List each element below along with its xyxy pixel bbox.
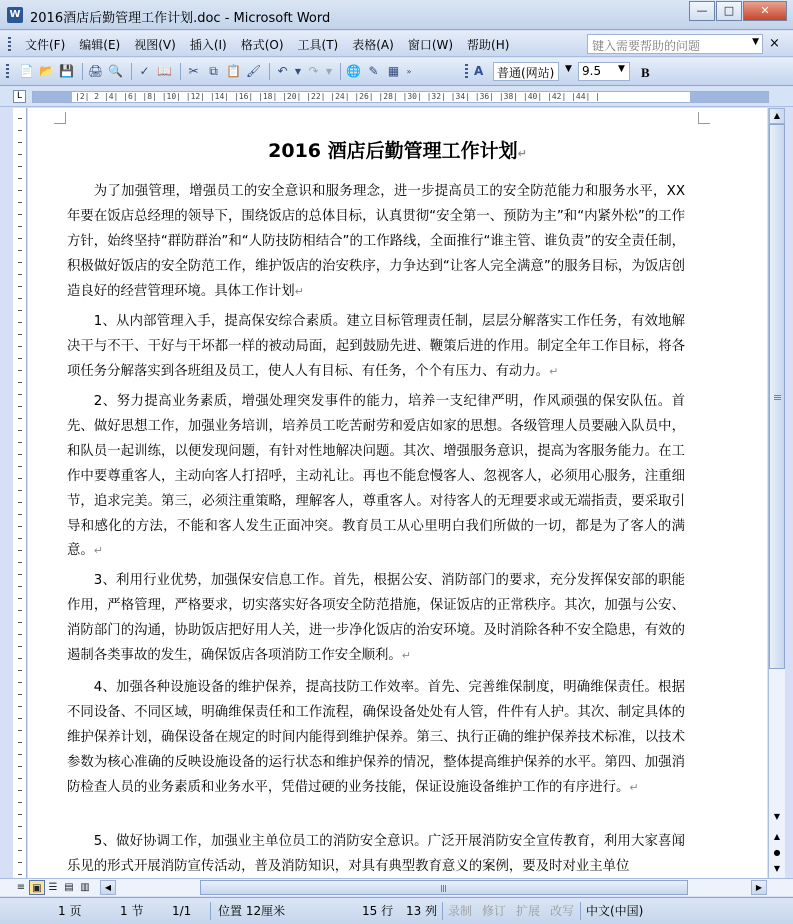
- outline-view-icon[interactable]: ▤: [64, 882, 74, 893]
- status-extend[interactable]: 扩展: [516, 904, 541, 918]
- status-language: 中文(中国): [586, 904, 644, 918]
- tab-selector-icon[interactable]: L: [13, 90, 26, 103]
- paragraph-text[interactable]: 1、从内部管理入手，提高保安综合素质。建立目标管理责任制，层层分解落实工作任务，有效地解决干与不干、干好与干坏都一样的被动局面，起到鼓励先进、鞭策后进的作用。制定全年工作目标，将各项任务分解落实到各班组及员工，使人人有目标、有任务，个个有压力、有动力。: [67, 314, 685, 379]
- reading-layout-view-icon[interactable]: ▥: [80, 882, 90, 893]
- paragraph-text[interactable]: 2、努力提高业务素质，增强处理突发事件的能力，培养一支纪律严明，作风顽强的保安队伍。首先、做好思想工作，加强业务培训，培养员工吃苦耐劳和爱店如家的思想。各级管理人员要融入队员中，和队员一起训练，以便发现问题，有针对性地解决问题。其次、增强服务意识，提高为客服务能力。在工作中要尊重客人，主动向客人打招呼，主动礼让。再也不能怠慢客人、忽视客人，必须用心服务，注重细节，追求完美。第三，必须注重策略，理解客人，尊重客人。对待客人的无理要求或无端指责，要采取引导和感化的方法，不能和客人发生正面冲突。教育员工从心里明白我们所做的一切，都是为了客人的满意。: [67, 394, 685, 559]
- styles-formatting-icon[interactable]: A: [474, 64, 484, 78]
- toolbar-separator: [131, 63, 132, 80]
- ruler-tick: [18, 778, 22, 779]
- title-bar: [0, 0, 793, 30]
- ruler-tick: [18, 334, 22, 335]
- scroll-grip-icon: [774, 395, 781, 401]
- toolbar-grip-icon[interactable]: [6, 64, 9, 80]
- chevron-down-icon[interactable]: ▼: [752, 37, 759, 47]
- chevron-down-icon[interactable]: ▼: [565, 64, 572, 74]
- paragraph-text[interactable]: 5、做好协调工作，加强业主单位员工的消防安全意识。广泛开展消防安全宣传教育，利用大家喜闻乐见的形式开展消防宣传活动，普及消防知识，对具有典型教育意义的案例，要及时对业主单位: [67, 834, 685, 874]
- ruler-tick: [18, 382, 22, 383]
- font-size-select[interactable]: 9.5: [578, 62, 630, 81]
- paragraph-mark-icon: ↵: [294, 284, 304, 298]
- word-app-icon[interactable]: W: [7, 7, 23, 23]
- research-icon[interactable]: 📖: [157, 64, 172, 78]
- paragraph-mark-icon: ↵: [517, 147, 527, 160]
- ruler-tick: [18, 262, 22, 263]
- ruler-tick: [18, 790, 22, 791]
- undo-icon[interactable]: ↶: [277, 64, 288, 78]
- status-page-of: 1/1: [172, 904, 192, 918]
- ruler-tick: [18, 130, 22, 131]
- ruler-tick: [18, 478, 22, 479]
- menu-bar: [0, 31, 793, 57]
- ruler-tick: [18, 418, 22, 419]
- toolbar-separator: [82, 63, 83, 80]
- ruler-tick: [18, 166, 22, 167]
- status-position: 位置 12厘米: [218, 904, 286, 918]
- ruler-tick: [18, 634, 22, 635]
- toolbar-separator: [269, 63, 270, 80]
- ruler-tick: [18, 862, 22, 863]
- status-column: 13 列: [406, 904, 438, 918]
- menu-item[interactable]: 视图(V): [134, 38, 176, 52]
- ruler-tick: [18, 586, 22, 587]
- menu-item[interactable]: 帮助(H): [467, 38, 510, 52]
- ruler-tick: [18, 766, 22, 767]
- vertical-scrollbar[interactable]: [768, 108, 785, 878]
- ruler-tick: [18, 718, 22, 719]
- next-page-button[interactable]: ▼: [773, 864, 781, 873]
- ruler-tick: [18, 502, 22, 503]
- ruler-tick: [18, 550, 22, 551]
- document-page[interactable]: [28, 108, 767, 878]
- ruler-tick: [18, 874, 22, 875]
- help-search-box[interactable]: [587, 34, 763, 54]
- hyperlink-icon[interactable]: 🌐: [346, 64, 361, 78]
- print-layout-view-icon[interactable]: ☰: [48, 882, 58, 893]
- window-controls: [688, 1, 787, 21]
- paragraph[interactable]: [67, 676, 685, 801]
- document-title[interactable]: [28, 136, 767, 163]
- ruler-tick: [18, 142, 22, 143]
- ruler-tick: [18, 838, 22, 839]
- status-record[interactable]: 录制: [448, 904, 473, 918]
- paragraph-text[interactable]: 4、加强各种设施设备的维护保养，提高技防工作效率。首先、完善维保制度，明确维保责任。根据不同设备、不同区域，明确维保责任和工作流程，确保设备处处有人管，件件有人护。其次、制定具体的维护保养计划，确保设备在规定的时间内能得到维护保养。第三、执行正确的维护保养技术标准，以技术参数为核心准确的反映设施设备的运行状态和维护保养的情况，整体提高维护保养的水平。第四、加强消防检查人员的业务素质和业务水平，凭借过硬的业务技能，保证设施设备维护工作的有序进行。: [67, 680, 685, 795]
- vertical-scroll-thumb[interactable]: [769, 124, 785, 669]
- ruler-tick: [18, 274, 22, 275]
- ruler-tick: [18, 406, 22, 407]
- paste-icon[interactable]: 📋: [226, 64, 241, 78]
- ruler-tick: [18, 646, 22, 647]
- ruler-tick: [18, 226, 22, 227]
- save-icon[interactable]: 💾: [59, 64, 74, 78]
- ruler-tick: [18, 358, 22, 359]
- ruler-tick: [18, 154, 22, 155]
- ruler-tick: [18, 250, 22, 251]
- paragraph-text[interactable]: 为了加强管理，增强员工的安全意识和服务理念，进一步提高员工的安全防范能力和服务水平，XX年要在饭店总经理的领导下，围绕饭店的总体目标，认真贯彻“安全第一、预防为主”和“内紧外松”的工作方针，始终坚持“群防群治”和“人防技防相结合”的工作路线，全面推行“谁主管、谁负责”的安全责任制，积极做好饭店的安全防范工作，维护饭店的治安秩序，力争达到“让客人完全满意”的服务目标，为饭店创造良好的经营管理环境。具体工作计划: [67, 184, 685, 299]
- ruler-tick: [18, 802, 22, 803]
- horizontal-scroll-thumb[interactable]: [200, 880, 688, 895]
- formatting-grip-icon[interactable]: [465, 64, 468, 80]
- minimize-button[interactable]: —: [689, 1, 715, 21]
- ruler-tick: [18, 658, 22, 659]
- scroll-down-button[interactable]: ▼: [773, 812, 781, 821]
- status-bar: [0, 897, 793, 924]
- menu-item[interactable]: 文件(F): [25, 38, 66, 52]
- ruler-tick: [18, 322, 22, 323]
- paragraph[interactable]: [67, 569, 685, 669]
- spelling-icon[interactable]: ✓: [139, 64, 150, 78]
- menu-item[interactable]: 格式(O): [240, 38, 284, 52]
- print-preview-icon[interactable]: 🔍: [108, 64, 123, 78]
- ruler-tick: [18, 298, 22, 299]
- ruler-tick: [18, 178, 22, 179]
- close-document-button[interactable]: ×: [769, 36, 780, 51]
- toolbar-separator: [180, 63, 181, 80]
- status-separator: [442, 902, 443, 920]
- document-title-text[interactable]: 2016 酒店后勤管理工作计划: [268, 140, 518, 162]
- margin-corner-mark: [54, 112, 66, 124]
- status-line: 15 行: [362, 904, 394, 918]
- help-search-placeholder: 键入需要帮助的问题: [592, 39, 701, 53]
- paragraph-mark-icon: ↵: [401, 648, 411, 662]
- ruler-tick: [18, 214, 22, 215]
- ruler-tick: [18, 346, 22, 347]
- bold-button[interactable]: B: [641, 65, 650, 80]
- paragraph[interactable]: [67, 180, 685, 305]
- paragraph[interactable]: [67, 390, 685, 564]
- status-page: 1 页: [58, 904, 82, 918]
- menu-item[interactable]: 窗口(W): [407, 38, 454, 52]
- ruler-tick: [18, 742, 22, 743]
- undo-dropdown-icon[interactable]: ▼: [294, 67, 302, 76]
- ruler-tick: [18, 754, 22, 755]
- ruler-tick: [18, 370, 22, 371]
- ruler-tick: [18, 610, 22, 611]
- ruler-tick: [18, 670, 22, 671]
- ruler-tick: [18, 826, 22, 827]
- ruler-tick: [18, 850, 22, 851]
- style-select[interactable]: 普通(网站): [493, 62, 559, 81]
- redo-dropdown-icon[interactable]: ▼: [325, 67, 333, 76]
- print-icon[interactable]: 🖨: [87, 64, 104, 78]
- standard-toolbar: [0, 58, 793, 86]
- paragraph-mark-icon: ↵: [549, 364, 559, 378]
- paragraph-text[interactable]: 3、利用行业优势，加强保安信息工作。首先，根据公安、消防部门的要求，充分发挥保安部的职能作用，严格管理，严格要求，切实落实好各项安全防范措施，保证饭店的正常秩序。其次，加强与公安、消防部门的沟通，协助饭店把好用人关，进一步净化饭店的治安环境。及时消除各种不安全隐患，有效的遏制各类事故的发生，确保饭店各项消防工作安全顺利。: [67, 573, 685, 663]
- horizontal-ruler[interactable]: [0, 87, 793, 107]
- ruler-tick: [18, 190, 22, 191]
- ruler-tick: [18, 682, 22, 683]
- menu-item[interactable]: 编辑(E): [79, 38, 121, 52]
- menu-items: [25, 36, 523, 53]
- window-title: 2016酒店后勤管理工作计划.doc - Microsoft Word: [30, 11, 331, 26]
- normal-view-icon[interactable]: ≡: [16, 882, 26, 893]
- ruler-tick: [18, 814, 22, 815]
- ruler-tick: [18, 202, 22, 203]
- ruler-tick: [18, 442, 22, 443]
- insert-table-icon[interactable]: ▦: [387, 64, 400, 78]
- ruler-tick: [18, 562, 22, 563]
- paragraph-mark-icon: ↵: [629, 780, 639, 794]
- margin-corner-mark: [698, 112, 710, 124]
- tables-borders-icon[interactable]: ✎: [368, 64, 379, 78]
- ruler-tick: [18, 454, 22, 455]
- scroll-grip-icon: [441, 885, 447, 892]
- ruler-tick: [18, 538, 22, 539]
- paragraph[interactable]: [67, 310, 685, 385]
- ruler-tick: [18, 238, 22, 239]
- ruler-tick: [18, 598, 22, 599]
- status-track-changes[interactable]: 修订: [482, 904, 507, 918]
- status-separator: [580, 902, 581, 920]
- copy-icon[interactable]: ⧉: [209, 64, 218, 78]
- toolbar-options-icon[interactable]: »: [406, 67, 412, 76]
- ruler-tick: [18, 394, 22, 395]
- select-browse-object-button[interactable]: ●: [773, 848, 781, 857]
- scroll-left-button[interactable]: ◀: [100, 880, 116, 895]
- menu-grip-icon[interactable]: [8, 37, 11, 52]
- menu-item[interactable]: 插入(I): [189, 38, 227, 52]
- ruler-numbers: |2| 2 |4| |6| |8| |10| |12| |14| |16| |18| |20| |22| |24| |26| |28| |30| |32| |34| |36| |38| |40| |42| |44| |: [75, 92, 600, 101]
- close-button[interactable]: ✕: [743, 1, 787, 21]
- ruler-scale[interactable]: [32, 91, 769, 103]
- web-layout-view-icon[interactable]: ▣: [29, 880, 45, 895]
- vertical-ruler[interactable]: [13, 108, 27, 878]
- toolbar-buttons: [18, 63, 416, 80]
- format-painter-icon[interactable]: 🖌: [245, 64, 262, 78]
- horizontal-scrollbar[interactable]: [0, 878, 793, 896]
- ruler-tick: [18, 574, 22, 575]
- ruler-tick: [18, 466, 22, 467]
- toolbar-separator: [340, 63, 341, 80]
- ruler-left-margin: [33, 92, 72, 102]
- menu-item[interactable]: 表格(A): [352, 38, 394, 52]
- ruler-tick: [18, 430, 22, 431]
- ruler-tick: [18, 730, 22, 731]
- scroll-up-button[interactable]: ▲: [769, 108, 785, 124]
- ruler-tick: [18, 694, 22, 695]
- ruler-tick: [18, 622, 22, 623]
- status-separator: [210, 902, 211, 920]
- ruler-tick: [18, 490, 22, 491]
- scroll-right-button[interactable]: ▶: [751, 880, 767, 895]
- maximize-button[interactable]: □: [716, 1, 742, 21]
- paragraph-mark-icon: ↵: [93, 544, 103, 558]
- ruler-tick: [18, 514, 22, 515]
- new-document-icon[interactable]: 📄: [19, 64, 34, 78]
- view-buttons: [13, 880, 93, 895]
- cut-icon[interactable]: ✂: [188, 64, 199, 78]
- ruler-tick: [18, 118, 22, 119]
- ruler-right-margin: [690, 92, 769, 102]
- redo-icon[interactable]: ↷: [308, 64, 319, 78]
- chevron-down-icon[interactable]: ▼: [618, 64, 625, 74]
- ruler-tick: [18, 706, 22, 707]
- status-section: 1 节: [120, 904, 144, 918]
- ruler-tick: [18, 526, 22, 527]
- status-overtype[interactable]: 改写: [550, 904, 575, 918]
- paragraph[interactable]: [67, 830, 685, 878]
- open-folder-icon[interactable]: 📂: [39, 64, 54, 78]
- menu-item[interactable]: 工具(T): [297, 38, 339, 52]
- ruler-tick: [18, 286, 22, 287]
- ruler-tick: [18, 310, 22, 311]
- previous-page-button[interactable]: ▲: [773, 832, 781, 841]
